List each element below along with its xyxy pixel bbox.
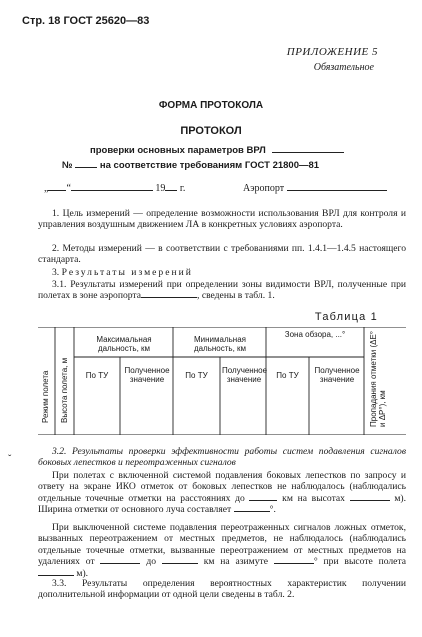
heading-number: 3.: [52, 267, 60, 278]
protocol-title: ПРОТОКОЛ: [180, 125, 242, 137]
protocol-subtitle-text2: на соответствие требованиям ГОСТ 21800—81: [99, 160, 320, 171]
p32b-text3: м). Ширина отметки от основного луча составляет: [38, 492, 406, 516]
col-max-range: Максимальная дальность, км: [96, 335, 152, 353]
col-mode: Режим полета: [41, 370, 50, 423]
blank-line: [234, 511, 270, 512]
blank-line: [38, 575, 74, 576]
table-number: Таблица 1: [314, 311, 378, 323]
p32c-text3: км на азимуте: [203, 556, 268, 568]
protocol-subtitle-line2: [62, 160, 319, 171]
paragraph-3-2-b: [38, 470, 406, 516]
protocol-subtitle-line1: [90, 145, 344, 156]
sub-obtained-2: Полученное значение: [222, 366, 268, 384]
p31-text: 3.1. Результаты измерений при определении зоны видимости ВРЛ, полученные при полетах в зоне аэропорта: [38, 279, 406, 302]
paragraph-3-3: 3.3. Результаты определения вероятностных характеристик получении дополнительной информации от одной цели сведены в табл. 2.: [38, 578, 406, 601]
blank-line: [287, 190, 387, 191]
page-header: Стр. 18 ГОСТ 25620—83: [22, 15, 150, 27]
paragraph-3-1: [38, 279, 406, 302]
paragraph-3-heading: [38, 267, 406, 278]
p32b-text: При полетах с включенной системой подавления боковых лепестков по запросу и ответу на экране ИКО отметок от боковых лепестков не наблюдалось (наблюдались отдельные точечные отметки на расстояниях до: [38, 470, 406, 504]
protocol-subtitle-text: проверки основных параметров ВРЛ: [90, 145, 266, 156]
col-zone: Зона обзора, ...°: [284, 330, 346, 339]
blank-line: [71, 190, 153, 191]
sub-by-tu-3: По ТУ: [276, 371, 299, 380]
sub-by-tu-2: По ТУ: [185, 371, 208, 380]
date-year-suffix: г.: [179, 183, 186, 194]
paragraph-3-2-c: [38, 522, 406, 579]
p31-text-end: , сведены в табл. 1.: [197, 290, 275, 302]
col-dropouts: Пропадания отметки (ΔЕ° и ΔР°), км: [369, 330, 387, 427]
sub-obtained-1: Полученное значение: [124, 366, 170, 384]
blank-line: [249, 500, 277, 501]
p32c-text5: м).: [76, 567, 89, 579]
p32b-text2: км на высотах: [282, 492, 345, 504]
blank-line: [165, 190, 177, 191]
heading-text: Результаты измерений: [61, 267, 193, 278]
blank-line: [272, 152, 344, 153]
date-close-quote: “: [66, 183, 71, 194]
blank-line: [75, 167, 97, 168]
appendix-title: ПРИЛОЖЕНИЕ 5: [286, 46, 378, 58]
paragraph-3-2: 3.2. Результаты проверки эффективности работы систем подавления сигналов боковых лепестков и переотраженных сигналов: [38, 446, 406, 469]
table-1: [38, 327, 406, 435]
paragraph-2: 2. Методы измерений — в соответствии с требованиями пп. 1.4.1—1.4.5 настоящего стандарта.: [38, 243, 406, 266]
sub-obtained-3: Полученное значение: [314, 366, 360, 384]
sub-by-tu-1: По ТУ: [85, 371, 109, 380]
blank-line: [100, 563, 140, 564]
date-line: [44, 183, 185, 194]
form-title: ФОРМА ПРОТОКОЛА: [158, 100, 264, 111]
blank-line: [274, 563, 314, 564]
blank-line: [141, 297, 197, 298]
col-height: Высота полета, м: [60, 357, 69, 423]
airport-line: [243, 183, 387, 194]
airport-label: Аэропорт: [243, 183, 285, 194]
blank-line: [162, 563, 198, 564]
blank-line: [48, 190, 66, 191]
blank-line: [350, 500, 390, 501]
appendix-status: Обязательное: [313, 62, 374, 73]
p32c-text: При выключенной системе подавления переотраженных сигналов ложных отметок, вызванных переотражением от местных предметов, не наблюдалось (наблюдались отдельные точечные отметки, вызванные переотражением от местных предметов на удалениях от: [38, 522, 406, 568]
col-min-range: Минимальная дальность, км: [193, 335, 247, 353]
date-year: 19: [155, 183, 166, 194]
number-sign: №: [62, 160, 73, 171]
p32b-text4: °.: [269, 504, 276, 516]
date-open-quote: „: [44, 183, 49, 194]
paragraph-1: 1. Цель измерений — определение возможности использования ВРЛ для контроля и управления воздушным движением ЛА в конкретных условиях аэропорта.: [38, 208, 406, 231]
p32c-text4: ° при высоте полета: [313, 556, 407, 568]
stray-mark: ˇ: [8, 454, 12, 465]
p32c-text2: до: [146, 556, 157, 568]
